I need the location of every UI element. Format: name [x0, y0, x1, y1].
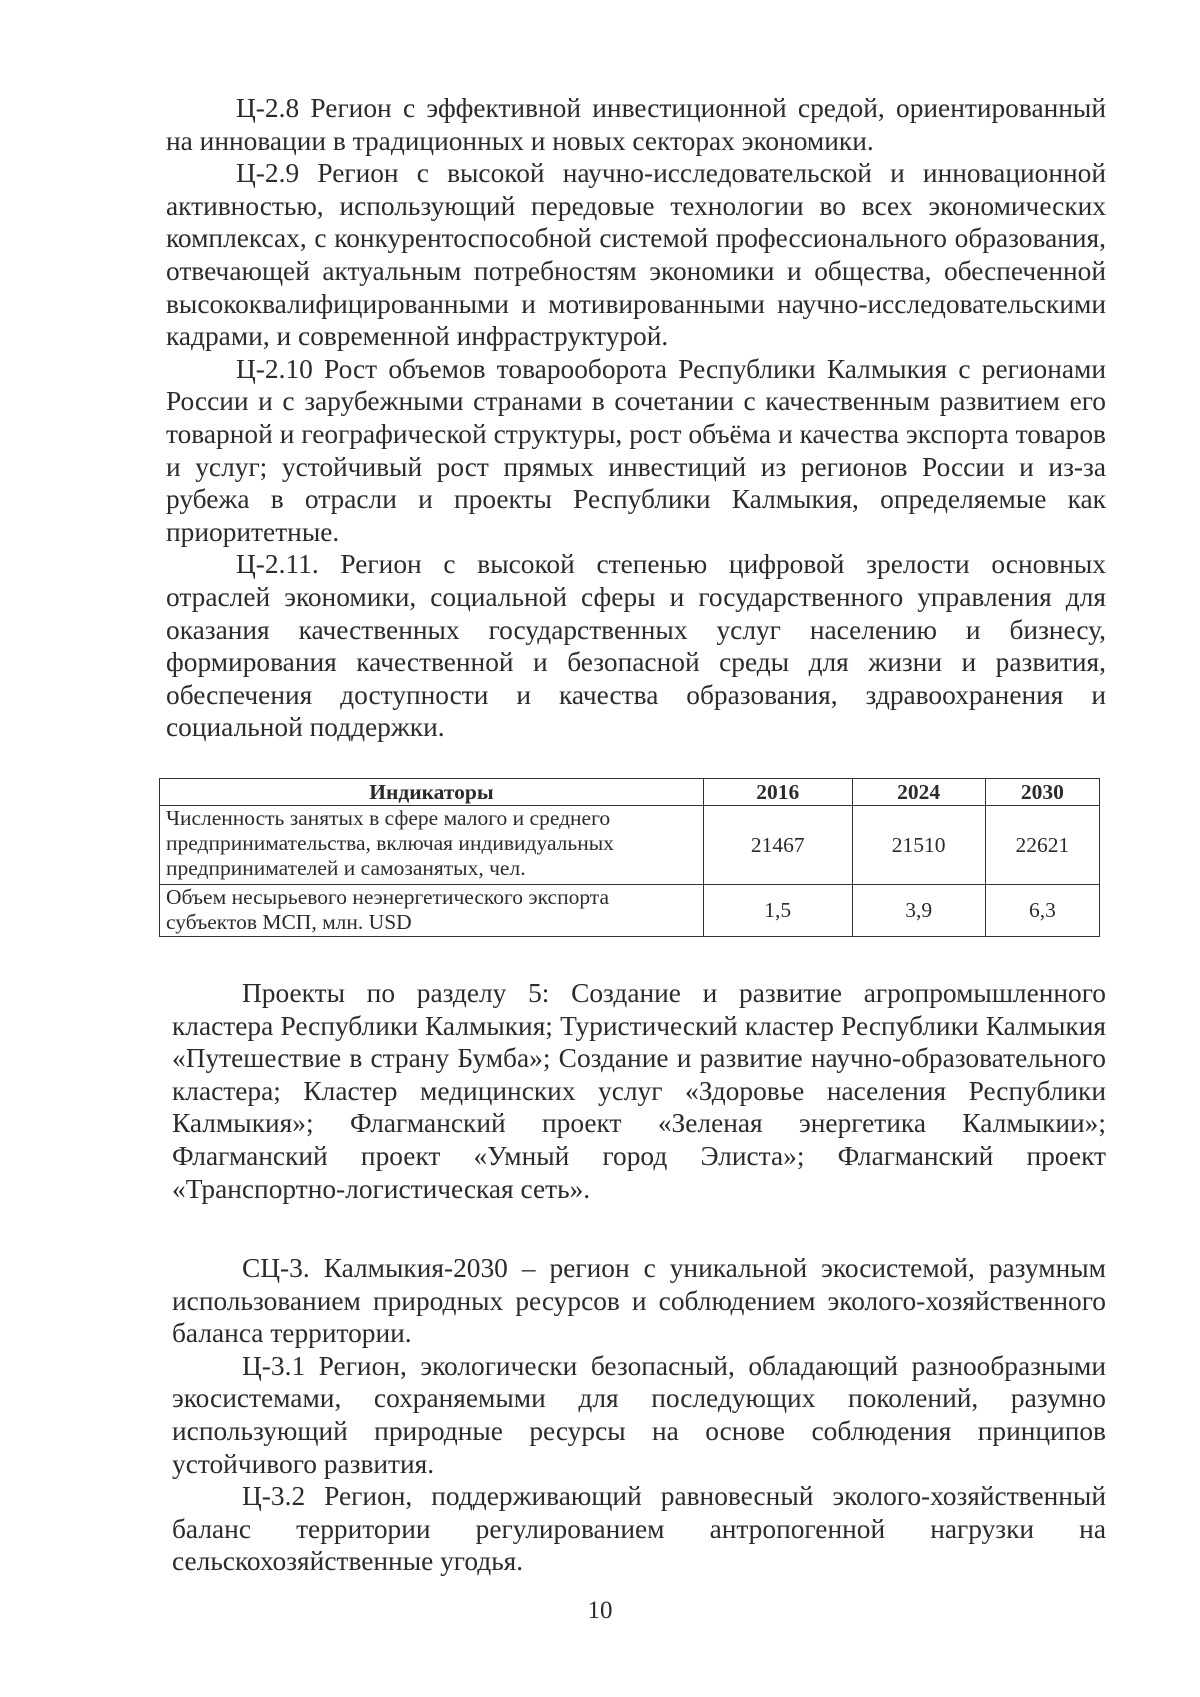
table-header-row [160, 779, 1100, 806]
table-row [160, 806, 1100, 885]
value-2024: 21510 [852, 806, 985, 885]
value-2030: 22621 [985, 806, 1099, 885]
indicator-label: Численность занятых в сфере малого и среднего предпринимательства, включая индивидуальных предпринимателей и самозанятых, чел. [160, 806, 704, 885]
paragraph-c-3-2: Ц-3.2 Регион, поддерживающий равновесный эколого-хозяйственный баланс территории регулированием антропогенной нагрузки на сельскохозяйственные угодья. [172, 1481, 1106, 1577]
header-indicators: Индикаторы [160, 779, 704, 806]
header-2016: 2016 [703, 779, 852, 806]
paragraph-c-2-10: Ц-2.10 Рост объемов товарооборота Республики Калмыкия с регионами России и с зарубежными странами в сочетании с качественным развитием его товарной и географической структуры, рост объёма и качества экспорта товаров и услуг; устойчивый рост прямых инвестиций из регионов России и из-за рубежа в отрасли и проекты Республики Калмыкия, определяемые как приоритетные. [166, 353, 1106, 547]
page-number: 10 [587, 1597, 613, 1624]
paragraph-c-2-9: Ц-2.9 Регион с высокой научно-исследовательской и инновационной активностью, использующий передовые технологии во всех экономических комплексах, с конкурентоспособной системой профессионального образования, отвечающей актуальным потребностям экономики и общества, обеспеченной высококвалифицированными и мотивированными научно-исследовательскими кадрами, и современной инфраструктурой. [166, 158, 1106, 352]
indicators-table [159, 778, 1100, 937]
paragraph-c-2-11: Ц-2.11. Регион с высокой степенью цифровой зрелости основных отраслей экономики, социальной сферы и государственного управления для оказания качественных государственных услуг населению и бизнесу, формирования качественной и безопасной среды для жизни и развития, обеспечения доступности и качества образования, здравоохранения и социальной поддержки. [166, 549, 1106, 743]
value-2030: 6,3 [985, 885, 1099, 937]
indicator-label: Объем несырьевого неэнергетического экспорта субъектов МСП, млн. USD [160, 885, 704, 937]
header-2024: 2024 [852, 779, 985, 806]
paragraph-sc-3: СЦ-3. Калмыкия-2030 – регион с уникальной экосистемой, разумным использованием природных ресурсов и соблюдением эколого-хозяйственного баланса территории. [172, 1253, 1106, 1349]
projects-block [172, 977, 1106, 1205]
projects-paragraph: Проекты по разделу 5: Создание и развитие агропромышленного кластера Республики Калмыкия; Туристический кластер Республики Калмыкия «Путешествие в страну Бумба»; Создание и развитие научно-образовательного кластера; Кластер медицинских услуг «Здоровье населения Республики Калмыкия»; Флагманский проект «Зеленая энергетика Калмыкии»; Флагманский проект «Умный город Элиста»; Флагманский проект «Транспортно-логистическая сеть». [172, 978, 1106, 1204]
top-text-block [166, 92, 1106, 744]
table-row [160, 885, 1100, 937]
paragraph-c-3-1: Ц-3.1 Регион, экологически безопасный, обладающий разнообразными экосистемами, сохраняемыми для последующих поколений, разумно использующий природные ресурсы на основе соблюдения принципов устойчивого развития. [172, 1350, 1106, 1479]
bottom-text-block [172, 1252, 1106, 1578]
header-2030: 2030 [985, 779, 1099, 806]
value-2024: 3,9 [852, 885, 985, 937]
value-2016: 1,5 [703, 885, 852, 937]
value-2016: 21467 [703, 806, 852, 885]
paragraph-c-2-8: Ц-2.8 Регион с эффективной инвестиционной средой, ориентированный на инновации в традиционных и новых секторах экономики. [166, 93, 1106, 156]
